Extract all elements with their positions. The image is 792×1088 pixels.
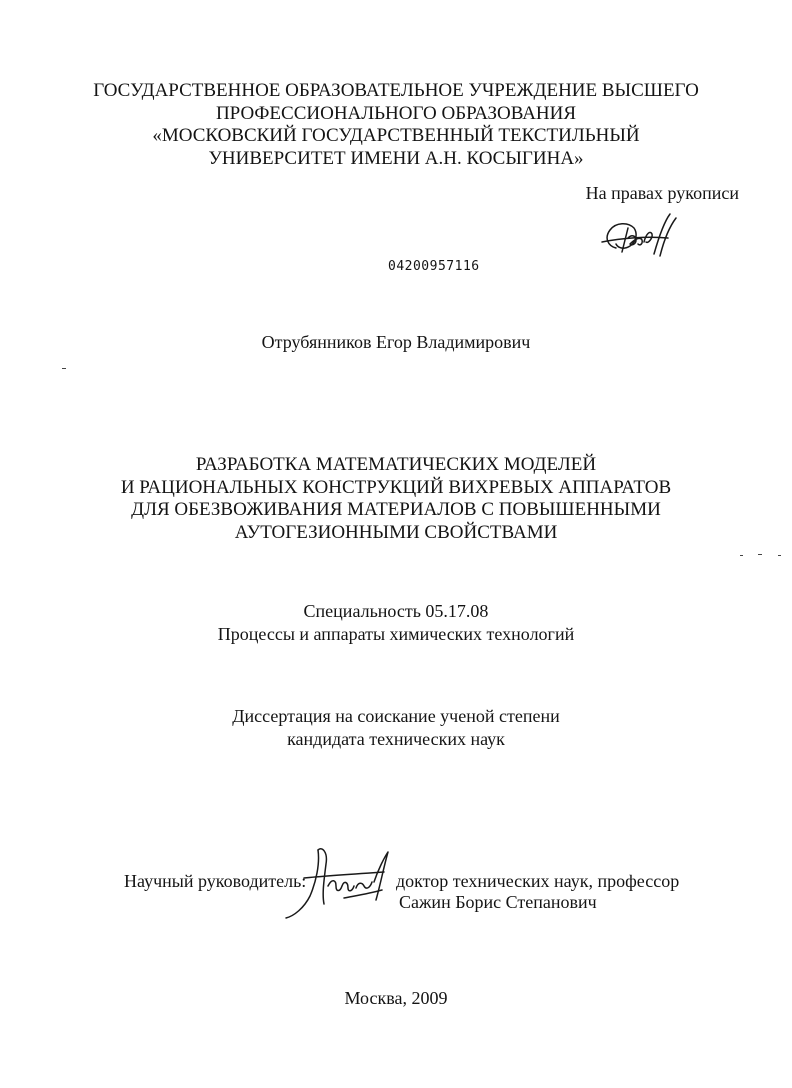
- institution-line: УНИВЕРСИТЕТ ИМЕНИ А.Н. КОСЫГИНА»: [208, 147, 584, 169]
- rights-note: На правах рукописи: [585, 183, 739, 203]
- scan-speck: [778, 555, 781, 556]
- title-line: И РАЦИОНАЛЬНЫХ КОНСТРУКЦИЙ ВИХРЕВЫХ АППАРАТОВ: [120, 476, 672, 498]
- title-line: ДЛЯ ОБЕЗВОЖИВАНИЯ МАТЕРИАЛОВ С ПОВЫШЕННЫМИ: [131, 499, 661, 520]
- scan-speck: [740, 555, 743, 556]
- supervisor-signature: [284, 842, 402, 922]
- specialty-name: Процессы и аппараты химических технологий: [217, 623, 575, 644]
- inventory-number: 04200957116: [388, 259, 480, 274]
- institution-header: [60, 80, 732, 170]
- scan-speck: [758, 554, 762, 555]
- degree-line: Диссертация на соискание ученой степени: [232, 706, 560, 726]
- author-name: Отрубянников Егор Владимирович: [261, 332, 531, 352]
- author-signature: [598, 208, 682, 264]
- title-line: РАЗРАБОТКА МАТЕМАТИЧЕСКИХ МОДЕЛЕЙ: [195, 454, 597, 475]
- title-line: АУТОГЕЗИОННЫМИ СВОЙСТВАМИ: [234, 521, 558, 543]
- dissertation-title: [60, 454, 732, 544]
- scan-speck: [62, 368, 66, 369]
- specialty-code: Специальность 05.17.08: [303, 601, 489, 621]
- degree-block: [60, 705, 732, 750]
- specialty-block: [60, 600, 732, 645]
- institution-line: ГОСУДАРСТВЕННОЕ ОБРАЗОВАТЕЛЬНОЕ УЧРЕЖДЕНИЕ ВЫСШЕГО: [93, 80, 699, 101]
- supervisor-name: Сажин Борис Степанович: [399, 892, 597, 912]
- degree-line: кандидата технических наук: [287, 728, 505, 749]
- supervisor-info: [396, 871, 679, 913]
- supervisor-degree: доктор технических наук, профессор: [396, 871, 680, 891]
- city-year: Москва, 2009: [344, 988, 448, 1008]
- institution-line: «МОСКОВСКИЙ ГОСУДАРСТВЕННЫЙ ТЕКСТИЛЬНЫЙ: [152, 125, 640, 146]
- institution-line: ПРОФЕССИОНАЛЬНОГО ОБРАЗОВАНИЯ: [215, 102, 577, 124]
- supervisor-label: Научный руководитель:: [124, 871, 307, 891]
